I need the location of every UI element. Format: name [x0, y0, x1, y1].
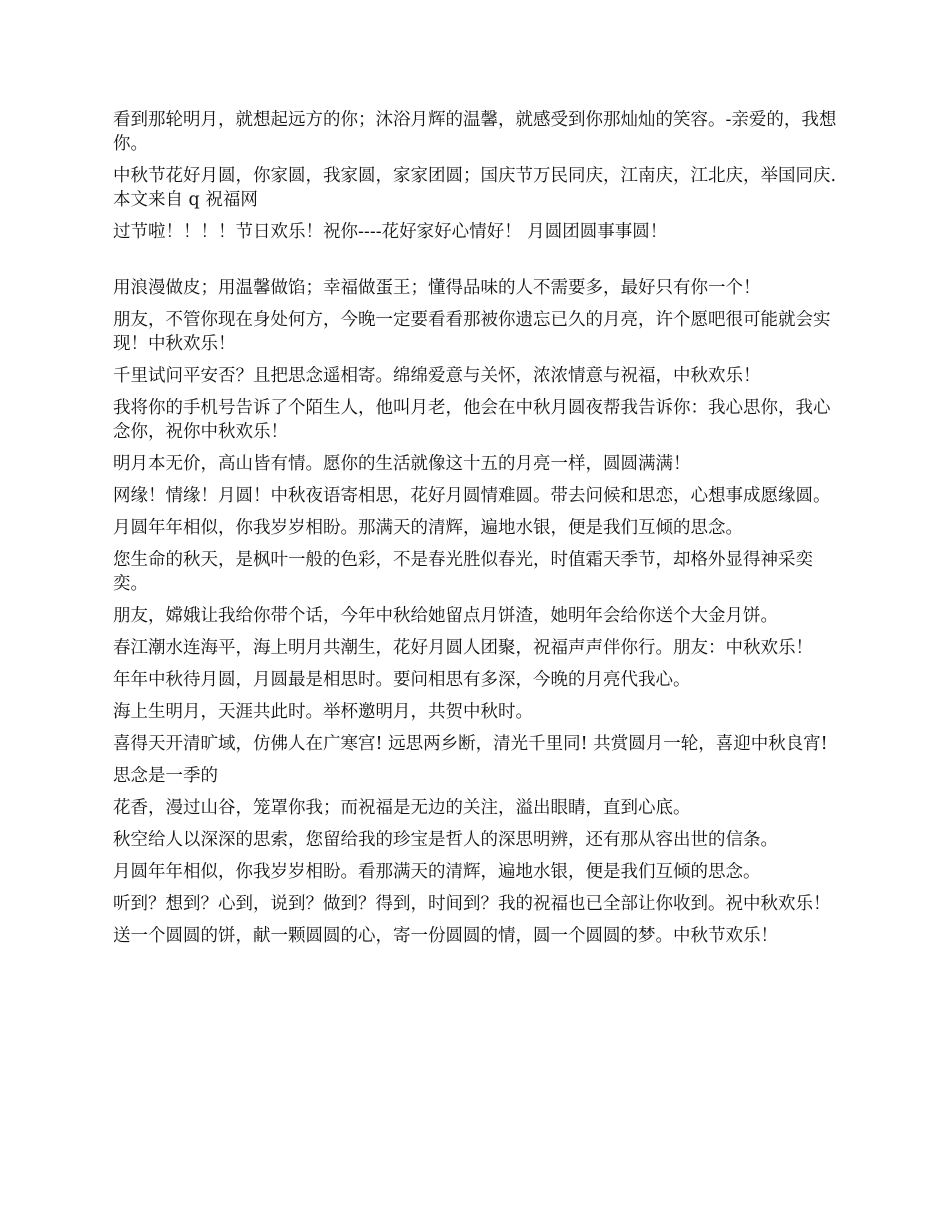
paragraph-20: 月圆年年相似，你我岁岁相盼。看那满天的清辉，遍地水银，便是我们互倾的思念。: [113, 862, 761, 882]
paragraph-8: 明月本无价，高山皆有情。愿你的生活就像这十五的月亮一样，圆圆满满！: [113, 454, 691, 474]
paragraph-19: 秋空给人以深深的思索，您留给我的珍宝是哲人的深思明辨，还有那从容出世的信条。: [113, 830, 778, 850]
paragraph-13: 春江潮水连海平，海上明月共潮生，花好月圆人团聚，祝福声声伴你行。朋友：中秋欢乐！: [113, 638, 813, 658]
paragraph-14: 年年中秋待月圆，月圆最是相思时。要问相思有多深，今晚的月亮代我心。: [113, 670, 691, 690]
paragraph-18: 花香，漫过山谷，笼罩你我；而祝福是无边的关注，溢出眼睛，直到心底。: [113, 798, 691, 818]
paragraph-7: 我将你的手机号告诉了个陌生人，他叫月老，他会在中秋月圆夜帮我告诉你：我心思你，我心念你，祝你中秋欢乐！: [113, 398, 831, 442]
paragraph-9: 网缘！情缘！月圆！中秋夜语寄相思，花好月圆情难圆。带去问候和思恋，心想事成愿缘圆。: [113, 486, 831, 506]
paragraph-1: 看到那轮明月，就想起远方的你；沐浴月辉的温馨，就感受到你那灿灿的笑容。-亲爱的，我想你。: [113, 110, 837, 154]
paragraph-17: 思念是一季的: [113, 766, 218, 786]
paragraph-22: 送一个圆圆的饼，献一颗圆圆的心，寄一份圆圆的情，圆一个圆圆的梦。中秋节欢乐！: [113, 926, 778, 946]
paragraph-11: 您生命的秋天，是枫叶一般的色彩，不是春光胜似春光，时值霜天季节，却格外显得神采奕奕。: [113, 550, 813, 594]
document-body: [113, 108, 841, 956]
paragraph-5: 朋友，不管你现在身处何方，今晚一定要看看那被你遗忘已久的月亮，许个愿吧很可能就会实现！中秋欢乐！: [113, 310, 831, 354]
paragraph-6: 千里试问平安否？且把思念遥相寄。绵绵爱意与关怀，浓浓情意与祝福，中秋欢乐！: [113, 366, 761, 386]
paragraph-15: 海上生明月，天涯共此时。举杯邀明月，共贺中秋时。: [113, 702, 533, 722]
paragraph-2: 中秋节花好月圆，你家圆，我家圆，家家团圆；国庆节万民同庆，江南庆，江北庆，举国同庆.本文来自 q 祝福网: [113, 166, 837, 210]
paragraph-4: 用浪漫做皮；用温馨做馅；幸福做蛋王；懂得品味的人不需要多，最好只有你一个！: [113, 278, 761, 298]
paragraph-10: 月圆年年相似，你我岁岁相盼。那满天的清辉，遍地水银，便是我们互倾的思念。: [113, 518, 743, 538]
paragraph-12: 朋友，嫦娥让我给你带个话，今年中秋给她留点月饼渣，她明年会给你送个大金月饼。: [113, 606, 778, 626]
paragraph-3: 过节啦！！！！节日欢乐！祝你----花好家好心情好！ 月圆团圆事事圆！: [113, 222, 668, 242]
paragraph-21: 听到？想到？心到，说到？做到？得到，时间到？我的祝福也已全部让你收到。祝中秋欢乐！: [113, 894, 831, 914]
paragraph-16: 喜得天开清旷域，仿佛人在广寒宫! 远思两乡断，清光千里同! 共赏圆月一轮，喜迎中秋良宵!: [113, 734, 828, 754]
